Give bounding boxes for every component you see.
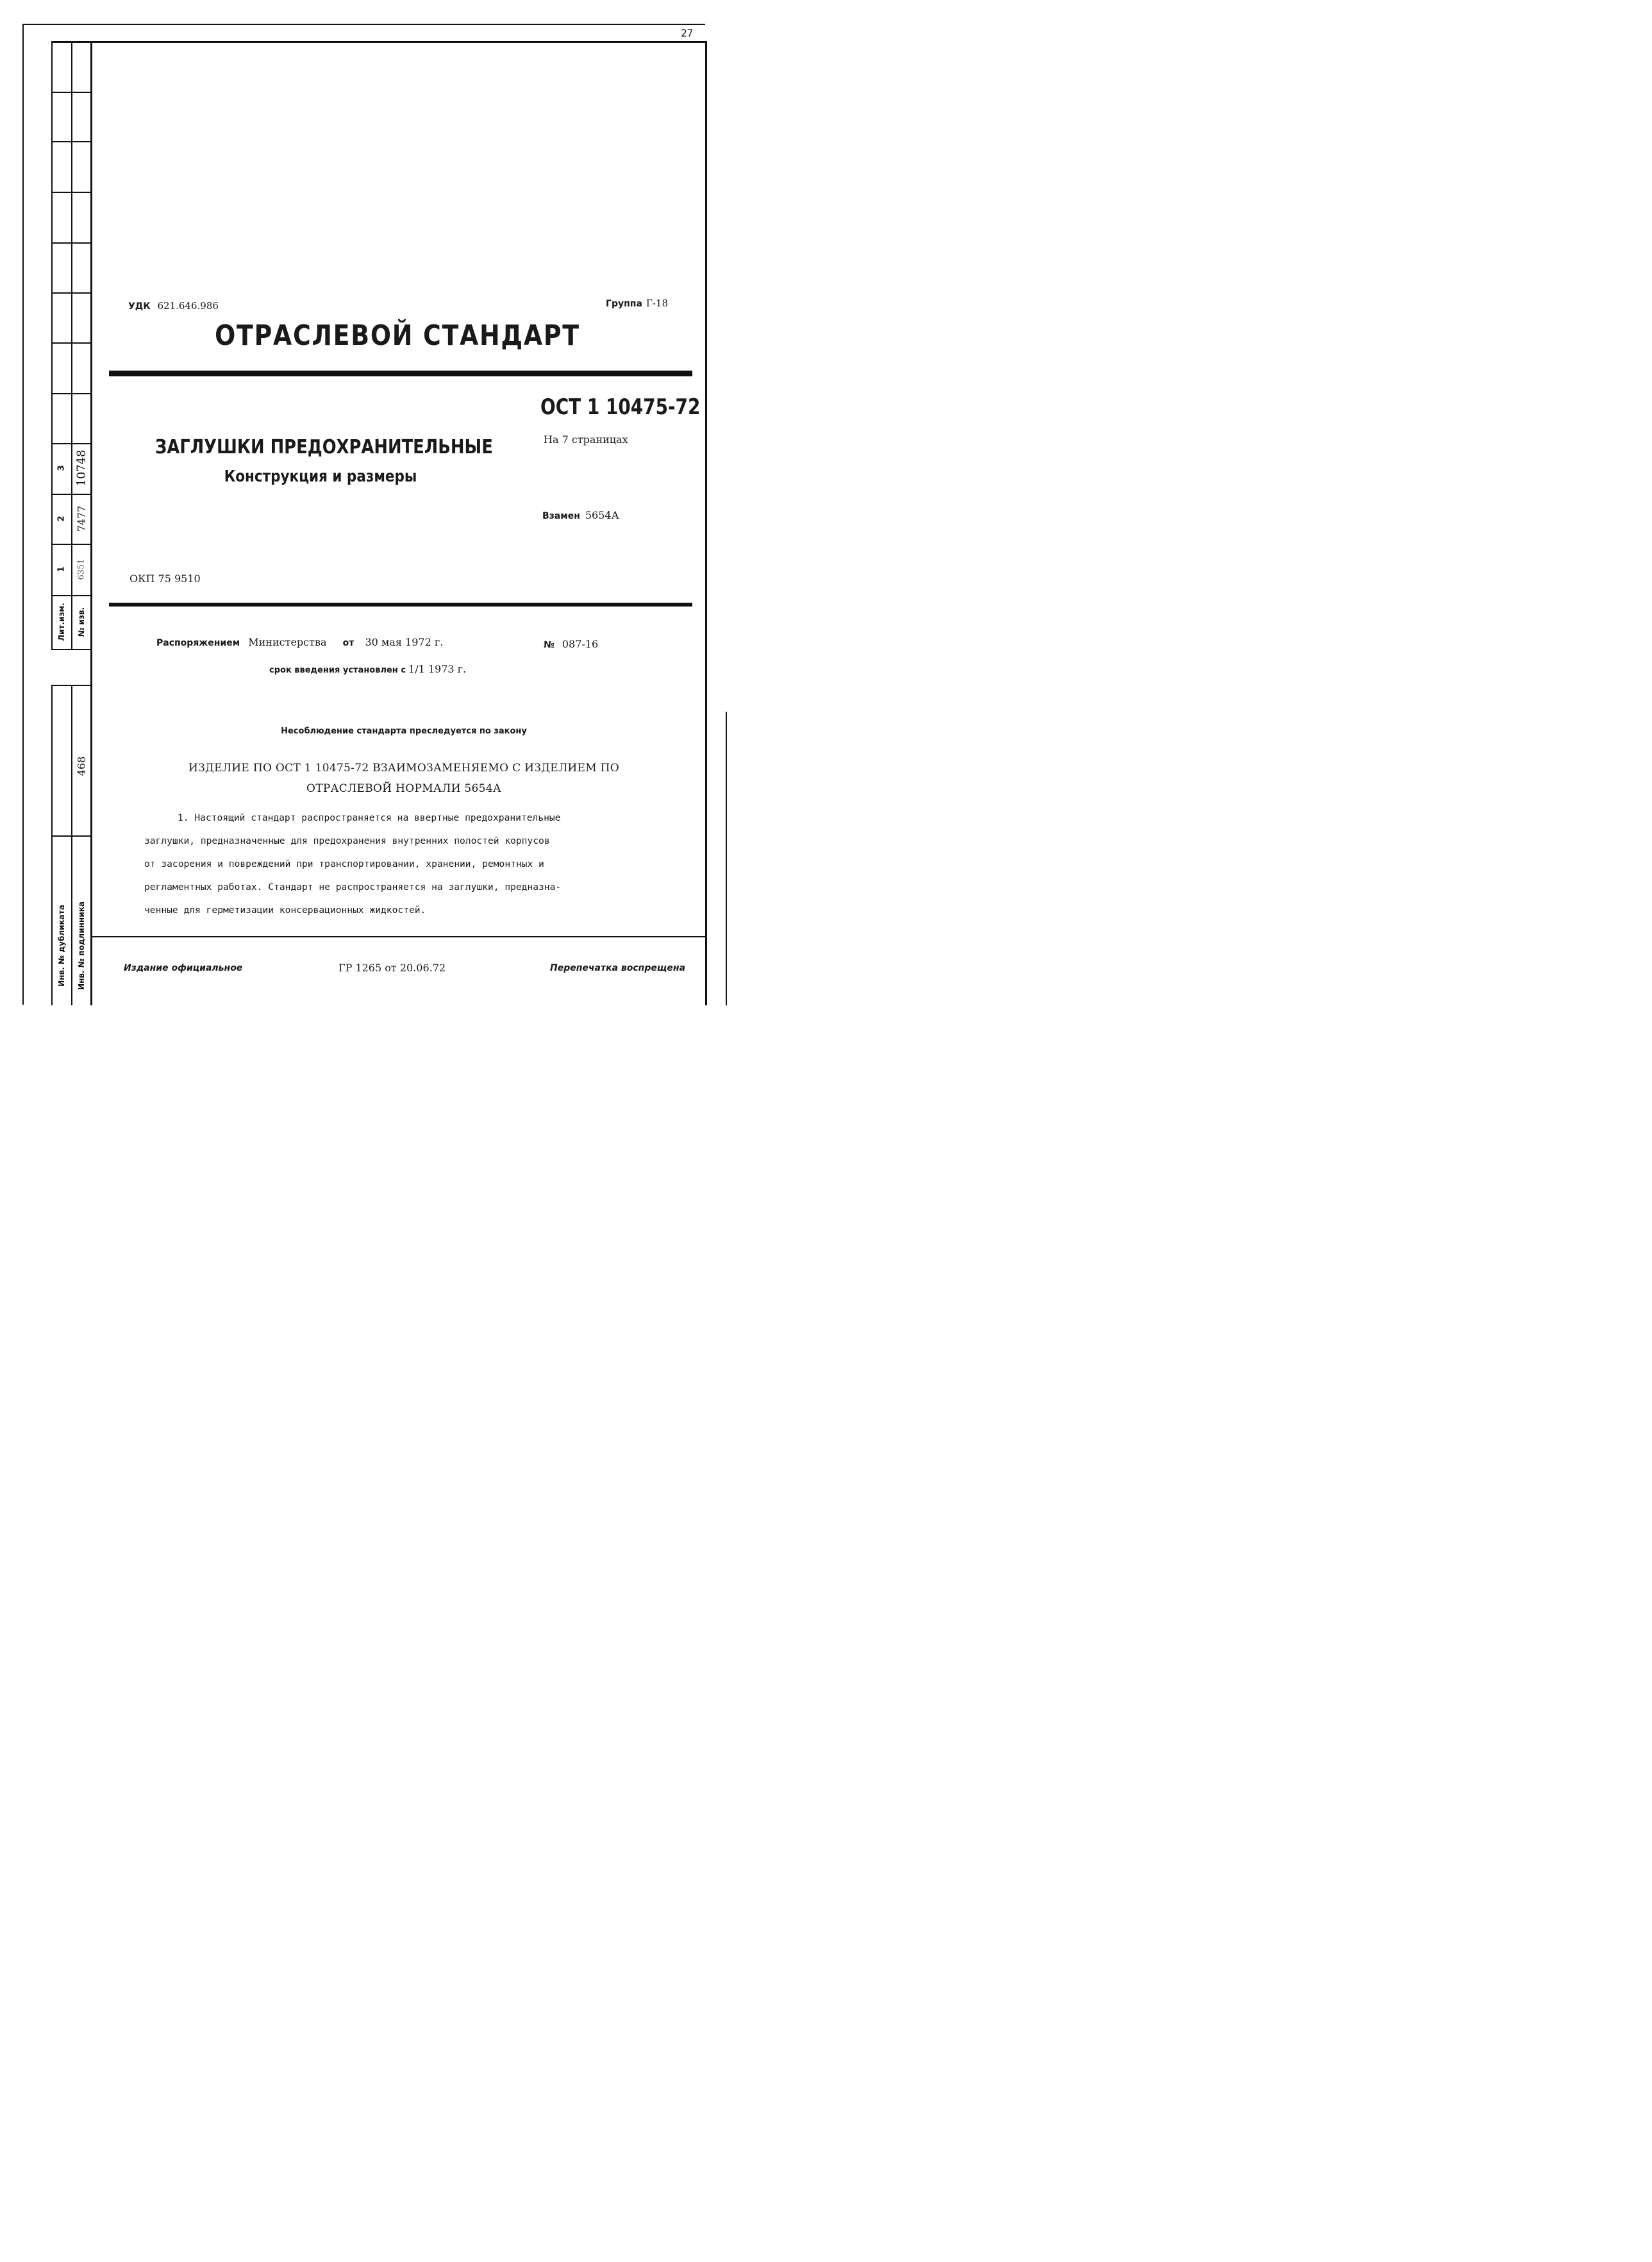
order-number: 087-16 [562, 638, 599, 650]
inv-strip-divider [71, 685, 72, 1005]
strip-left-border [51, 41, 53, 650]
interchange-line-2: ОТРАСЛЕВОЙ НОРМАЛИ 5654А [306, 782, 502, 795]
group-label: Группа [606, 299, 642, 309]
order-line [156, 636, 443, 648]
effective-date: 1/1 1973 г. [408, 663, 467, 675]
main-title: ОТРАСЛЕВОЙ СТАНДАРТ [215, 319, 580, 352]
udk-label: УДК [128, 301, 151, 312]
effective-label: срок введения установлен с [269, 666, 406, 675]
strip-lit-value: 1 [56, 566, 67, 573]
paragraph-line: от засорения и повреждений при транспортировании, хранении, ремонтных и [144, 859, 544, 869]
header-bottom-rule [109, 603, 692, 607]
strip-row-line [51, 92, 92, 93]
strip-row-line [51, 443, 92, 444]
ost-code: ОСТ 1 10475-72 [540, 394, 701, 420]
subject-title: ЗАГЛУШКИ ПРЕДОХРАНИТЕЛЬНЫЕ [155, 436, 493, 458]
inv-strip-left [51, 685, 53, 1005]
strip-row-line [51, 393, 92, 394]
interchange-line-1: ИЗДЕЛИЕ ПО ОСТ 1 10475-72 ВЗАИМОЗАМЕНЯЕМО С ИЗДЕЛИЕМ ПО [188, 762, 620, 775]
replacement-value: 5654А [585, 509, 619, 521]
strip-row-line [51, 292, 92, 294]
group-line [606, 297, 668, 309]
order-label: Распоряжением [156, 638, 240, 648]
law-notice: Несоблюдение стандарта преследуется по закону [281, 726, 527, 736]
strip-num-value: 7477 [75, 505, 88, 532]
strip-num-label: № изв. [77, 607, 86, 637]
frame-inner-left-line [90, 41, 92, 1005]
strip-row-line [51, 141, 92, 142]
strip-bottom-line [51, 649, 92, 650]
strip-divider [71, 41, 72, 650]
strip-row-line [51, 342, 92, 344]
title-rule [109, 371, 692, 376]
replacement-label: Взамен [542, 511, 580, 521]
udk-value: 621.646.986 [157, 300, 219, 312]
order-number-line [544, 638, 598, 650]
strip-lit-label: Лит.изм. [57, 603, 66, 641]
strip-row-line [51, 494, 92, 495]
frame-top-line [22, 24, 705, 25]
replacement-line [542, 509, 619, 521]
pages-note: На 7 страницах [544, 433, 628, 446]
paragraph-line: заглушки, предназначенные для предохранения внутренних полостей корпусов [144, 835, 550, 846]
order-date: 30 мая 1972 г. [365, 636, 444, 648]
order-ministry: Министерства [248, 636, 327, 648]
inv-strip-row-line [51, 835, 92, 837]
frame-footer-line [90, 936, 707, 937]
effective-line [269, 663, 466, 675]
footer-reprint-notice: Перепечатка воспрещена [550, 963, 685, 973]
udk-line [128, 300, 219, 312]
order-from-label: от [342, 638, 355, 648]
paragraph-line: 1. Настоящий стандарт распространяется на ввертные предохранительные [178, 812, 561, 823]
order-number-label: № [544, 640, 555, 650]
inv-orig-label: Инв. № подлинника [77, 901, 86, 990]
strip-row-line [51, 595, 92, 596]
right-margin-mark [726, 712, 727, 1005]
inv-orig-value: 468 [75, 756, 88, 776]
page-number: 27 [681, 27, 694, 39]
inv-dup-label: Инв. № дубликата [57, 905, 66, 987]
interchange-notice [122, 758, 686, 799]
paragraph-line: ченные для герметизации консервационных жидкостей. [144, 905, 426, 916]
strip-row-line [51, 192, 92, 193]
subject-subtitle: Конструкция и размеры [224, 467, 417, 485]
frame-left-line [22, 24, 24, 1005]
strip-row-line [51, 242, 92, 244]
strip-lit-value: 2 [56, 515, 67, 522]
strip-row-line [51, 544, 92, 545]
okp-code: ОКП 75 9510 [129, 573, 201, 585]
frame-right-line [705, 41, 707, 1005]
strip-lit-value: 3 [56, 465, 67, 471]
strip-num-value: 10748 [74, 449, 88, 487]
footer-registration: ГР 1265 от 20.06.72 [338, 962, 446, 974]
paragraph-1 [144, 807, 676, 922]
strip-num-value: 6351 [76, 558, 87, 580]
paragraph-line: регламентных работах. Стандарт не распространяется на заглушки, предназна- [144, 882, 562, 892]
group-value: Г-18 [646, 297, 668, 309]
frame-inner-top-line [51, 41, 706, 43]
footer-official-edition: Издание официальное [124, 963, 243, 973]
